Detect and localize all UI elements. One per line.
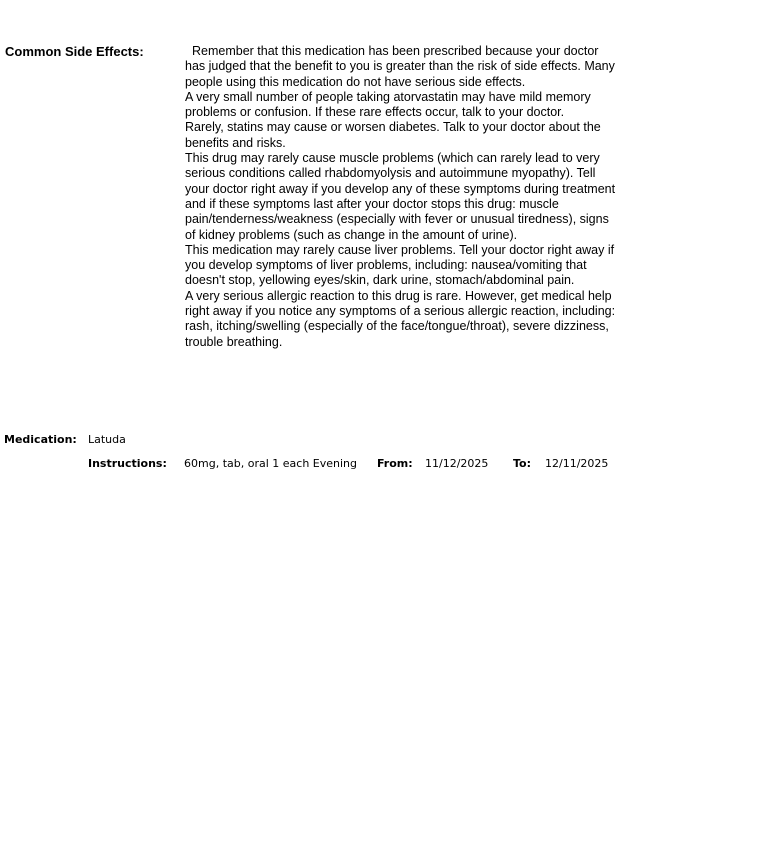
side-effects-paragraph: A very small number of people taking atorvastatin may have mild memory problems or confusion. If these rare effects occur, talk to your doctor. — [185, 89, 591, 120]
instructions-value: 60mg, tab, oral 1 each Evening — [184, 457, 357, 470]
medication-name: Latuda — [88, 433, 126, 446]
side-effects-label: Common Side Effects: — [5, 44, 144, 59]
from-date: 11/12/2025 — [425, 457, 489, 470]
medication-label: Medication: — [4, 433, 77, 446]
to-label: To: — [513, 457, 531, 470]
side-effects-paragraph: Rarely, statins may cause or worsen diabetes. Talk to your doctor about the benefits and risks. — [185, 120, 601, 150]
side-effects-paragraph: This drug may rarely cause muscle problems (which can rarely lead to very serious conditions called rhabdomyolysis and autoimmune myopathy). Tell your doctor right away if you develop any of these symptoms during treatment and if these symptoms last after your doctor stops this drug: muscle pain/tenderness/weakness (especially with fever or unusual tiredness), signs of kidney problems (such as change in the amount of urine). — [185, 151, 616, 242]
side-effects-paragraph: This medication may rarely cause liver problems. Tell your doctor right away if you develop symptoms of liver problems, including: nausea/vomiting that doesn't stop, yellowing eyes/skin, dark urine, stomach/abdominal pain. — [185, 242, 615, 288]
from-label: From: — [377, 457, 413, 470]
instructions-label: Instructions: — [88, 457, 167, 470]
side-effects-text — [185, 44, 620, 350]
side-effects-paragraph: Remember that this medication has been prescribed because your doctor has judged that the benefit to you is greater than the risk of side effects. Many people using this medication do not have serious side effects. — [185, 44, 615, 89]
side-effects-paragraph: A very serious allergic reaction to this drug is rare. However, get medical help right away if you notice any symptoms of a serious allergic reaction, including: rash, itching/swelling (especially of the face/tongue/throat), severe dizziness, trouble breathing. — [185, 288, 616, 349]
to-date: 12/11/2025 — [545, 457, 609, 470]
